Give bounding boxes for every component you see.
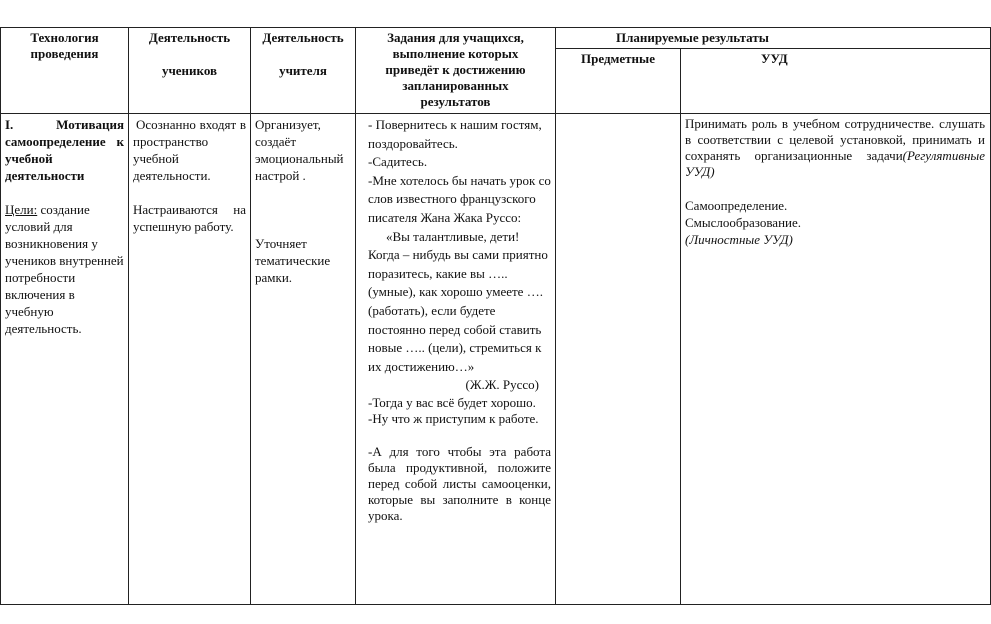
stage-rest: самоопределение к учебной деятельности [5,134,124,183]
cell-subject-results [556,114,681,605]
cell-student-activity [129,114,251,605]
cell-technology [1,114,129,605]
task-line: -А для того чтобы эта работа была продуктивной, положите перед собой листы самооценки, которые вы заполните в конце урока. [368,443,551,523]
cell-tasks [356,114,556,605]
cell-teacher-activity [251,114,356,605]
uud-personal-tag: (Личностные УУД) [685,232,793,247]
stage-goals [5,201,124,337]
header-technology: Технология проведения [1,28,129,114]
task-quote: «Вы талантливые, дети! Когда – нибудь вы сами приятно поразитесь, какие вы ….. (умные), как хорошо умеете …. (работать), если будете постоянно перед собой ставить новые ….. (цели), стремиться к их достижению…» [368,228,548,374]
header-planned-results: Планируемые результаты [556,28,991,49]
student-activity-2: Настраиваются на успешную работу. [133,202,246,234]
header-student-activity-line1: Деятельность [148,30,231,45]
goal-text: создание условий для возникновения у учеников внутренней потребности включения в учебную деятельность. [5,202,124,336]
header-teacher-activity-line2: учителя [279,63,327,78]
goal-label: Цели: [5,202,38,217]
task-line: -Тогда у вас всё будет хорошо. [368,394,536,410]
teacher-activity-2: Уточняет тематические рамки. [255,236,331,285]
task-line: -Ну что ж приступим к работе. [368,410,539,426]
uud-regulative [685,116,985,180]
header-teacher-activity-line1: Деятельность [262,30,344,45]
header-student-activity [129,28,251,114]
task-quote-author: (Ж.Ж. Руссо) [465,377,539,393]
header-subject-results: Предметные [556,49,681,114]
uud-regulative-tag: (Регулятивные УУД) [685,148,985,179]
student-activity-1: Осознанно входят в пространство учебной деятельности. [133,117,246,183]
header-teacher-activity [251,28,356,114]
stage-title [5,116,124,184]
task-line: -Садитесь. [368,154,428,170]
header-student-activity-line2: учеников [161,63,218,78]
stage-word: Мотивация [56,117,124,132]
lesson-plan-table-container [0,27,985,599]
header-tasks: Задания для учащихся, выполнение которых приведёт к достижению запланированных результатов [356,28,556,114]
teacher-activity-1: Организует, создаёт эмоциональный настрой . [255,117,344,183]
stage-number: I. [5,117,14,132]
cell-uud [681,114,991,605]
uud-personal: Самоопределение. Смыслообразование. [685,198,802,230]
task-line: - Повернитесь к нашим гостям, поздоровайтесь. [368,117,542,151]
lesson-plan-table [0,27,991,605]
header-uud: УУД [681,49,991,114]
uud-regulative-text: Принимать роль в учебном сотрудничестве. слушать в соответствии с целевой установкой, принимать и сохранять организационные задачи [685,116,985,163]
task-line: -Мне хотелось бы начать урок со слов известного французского писателя Жана Жака Руссо: [368,172,551,225]
